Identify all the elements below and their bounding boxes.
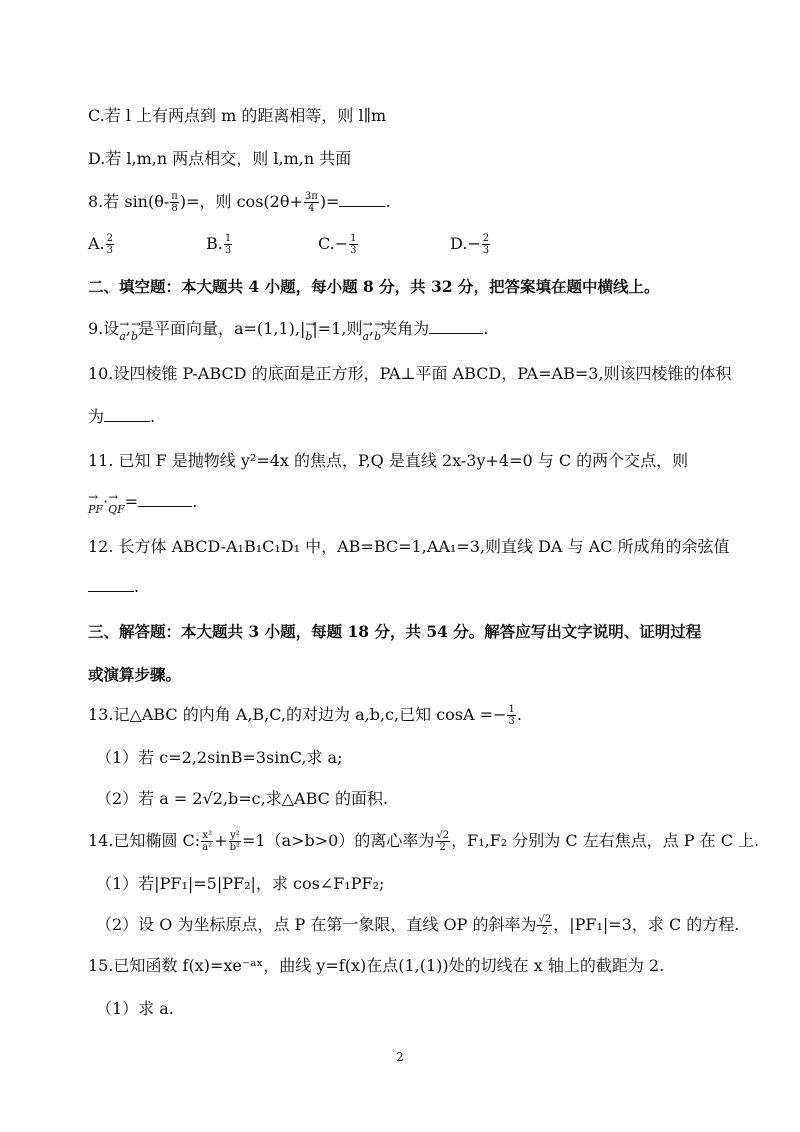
question-10: 10.设四棱锥 P-ABCD 的底面是正方形，PA⊥平面 ABCD，PA=AB=3,则该四棱锥的体积 (88, 364, 732, 383)
answer-blank (138, 492, 192, 507)
question-14: 14.已知椭圆 C: $\frac{\text{x²}}{\text{a²}}$ + $\frac{\text{y²}}{\text{b²}}$ =1（a>b>0）的离心率为 $\frac{√2}{2}$ ，F₁,F₂ 分别为 C 左右焦点，点 P 在 C 上. (88, 830, 760, 853)
page-number: 2 (396, 1050, 404, 1064)
answer-blank (88, 577, 134, 592)
option-c: C.− $\frac{1}{3}$ (318, 233, 357, 256)
question-14-part-1: （1）若|PF₁|=5|PF₂|，求 cos∠F₁PF₂; (96, 874, 385, 893)
question-8: 8.若 sin(θ- $\frac{\pi}{8}$ )=，则 cos(2θ+ $\frac{3\pi}{4}$ )= . (88, 191, 391, 214)
fraction-3pi-4: $\frac{3\pi}{4}$ (304, 191, 318, 214)
question-11: 11. 已知 F 是抛物线 y²=4x 的焦点，P,Q 是直线 2x-3y+4=0 与 C 的两个交点，则 (88, 451, 689, 470)
answer-blank (339, 192, 385, 207)
question-11-cont: → PF·→ QF= . (88, 490, 197, 516)
question-10-cont: 为 . (88, 407, 156, 426)
question-13: 13.记△ABC 的内角 A,B,C,的对边为 a,b,c,已知 cosA =− $\frac{1}{3}$ . (88, 704, 522, 727)
section-3-heading: 三、解答题：本大题共 3 小题，每题 18 分，共 54 分。解答应写出文字说明、证明过程 (88, 622, 702, 641)
question-12: 12. 长方体 ABCD-A₁B₁C₁D₁ 中，AB=BC=1,AA₁=3,则直线 DA 与 AC 所成角的余弦值 (88, 537, 730, 556)
section-3-heading-cont: 或演算步骤。 (88, 665, 182, 684)
question-14-part-2: （2）设 O 为坐标原点，点 P 在第一象限，直线 OP 的斜率为 $\frac{√2}{2}$ ，|PF₁|=3，求 C 的方程. (96, 914, 740, 937)
option-c-line: C.若 l 上有两点到 m 的距离相等，则 l∥m (88, 106, 387, 125)
fraction-pi-8: $\frac{\pi}{8}$ (171, 191, 178, 214)
question-9: 9.设→ a,→ b是平面向量，a=(1,1),|→ b|=1,则→ a,→ b夹角为 . (88, 317, 488, 343)
answer-blank (429, 319, 483, 334)
answer-blank (104, 407, 150, 422)
option-a: A. $\frac{2}{3}$ (88, 233, 114, 256)
section-2-heading: 二、填空题：本大题共 4 小题，每小题 8 分，共 32 分，把答案填在题中横线上。 (88, 277, 660, 296)
option-b: B. $\frac{1}{3}$ (206, 233, 232, 256)
question-15-part-1: （1）求 a. (96, 999, 174, 1018)
question-15: 15.已知函数 f(x)=xe⁻ᵃˣ，曲线 y=f(x)在点(1,(1))处的切线在 x 轴上的截距为 2. (88, 956, 665, 975)
option-d-line: D.若 l,m,n 两点相交，则 l,m,n 共面 (88, 149, 352, 168)
question-13-part-1: （1）若 c=2,2sinB=3sinC,求 a; (96, 748, 343, 767)
question-12-cont: . (88, 575, 139, 599)
option-d: D.− $\frac{2}{3}$ (450, 233, 490, 256)
question-13-part-2: （2）若 a = 2√2,b=c,求△ABC 的面积. (96, 789, 389, 808)
